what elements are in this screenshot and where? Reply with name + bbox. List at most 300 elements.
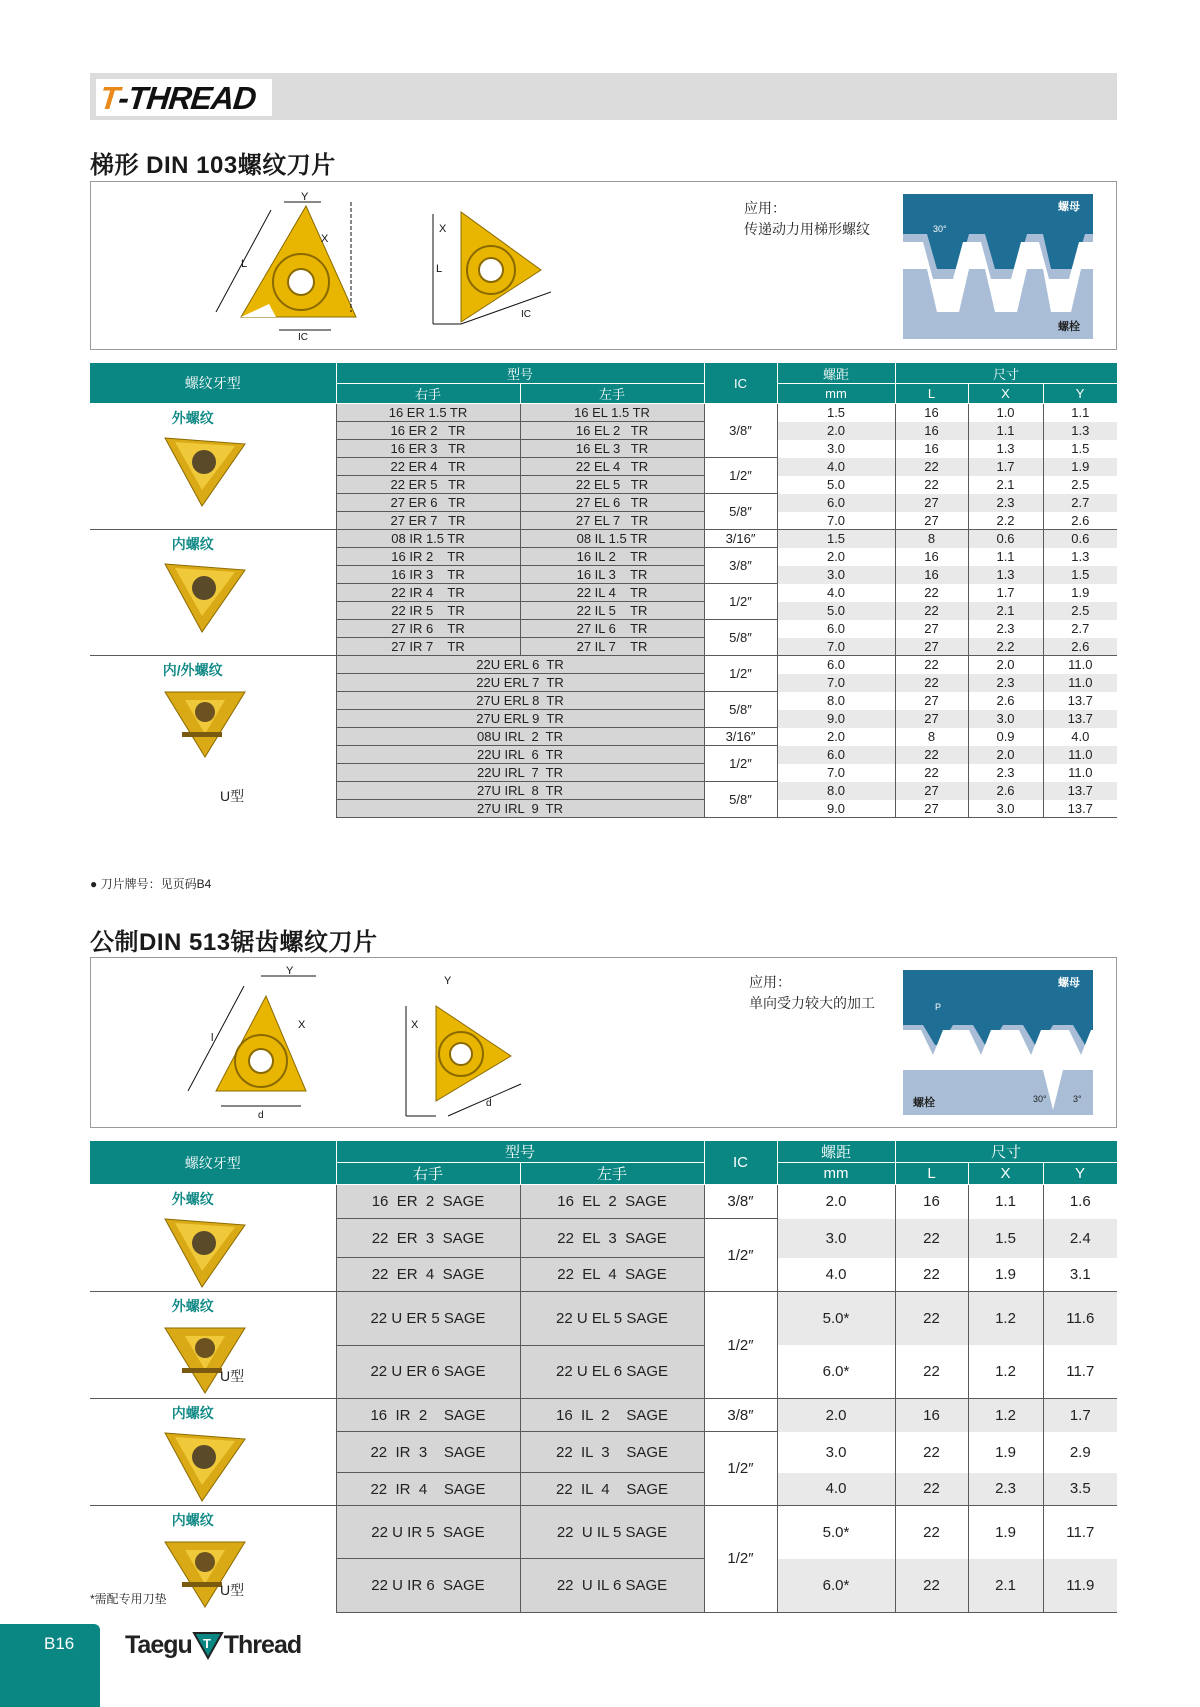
left-hand-model-cell: 22 U EL 6 SAGE: [520, 1345, 704, 1399]
y-cell: 1.6: [1043, 1185, 1117, 1219]
x-cell: 2.3: [968, 674, 1043, 692]
l-cell: 27: [895, 710, 968, 728]
x-cell: 2.6: [968, 692, 1043, 710]
l-cell: 16: [895, 440, 968, 458]
pitch-cell: 4.0: [777, 1258, 895, 1292]
ic-cell: 5/8″: [704, 494, 777, 530]
ic-cell: 3/8″: [704, 548, 777, 584]
section1-title: 梯形 DIN 103螺纹刀片: [90, 152, 336, 179]
right-hand-model-cell: 27 ER 6 TR: [336, 494, 520, 512]
x-cell: 1.1: [968, 422, 1043, 440]
svg-text:L: L: [241, 258, 248, 270]
l-cell: 22: [895, 1219, 968, 1258]
header-right-hand: 右手: [336, 1163, 520, 1185]
right-hand-model-cell: 27 IR 7 TR: [336, 638, 520, 656]
insert-photo-icon: [160, 1318, 250, 1398]
left-hand-model-cell: 22 U IL 5 SAGE: [520, 1506, 704, 1559]
x-cell: 1.1: [968, 1185, 1043, 1219]
left-hand-model-cell: 22 IL 3 SAGE: [520, 1432, 704, 1473]
svg-text:3°: 3°: [1073, 1094, 1082, 1104]
l-cell: 22: [895, 1292, 968, 1346]
x-cell: 1.9: [968, 1432, 1043, 1473]
y-cell: 4.0: [1043, 728, 1117, 746]
insert-photo-icon: [160, 430, 250, 510]
l-cell: 16: [895, 1399, 968, 1432]
right-hand-model-cell: 08 IR 1.5 TR: [336, 530, 520, 548]
l-cell: 22: [895, 1473, 968, 1506]
ic-cell: 1/2″: [704, 656, 777, 692]
ic-cell: 1/2″: [704, 1219, 777, 1292]
header-Y: Y: [1043, 384, 1117, 404]
model-cell: 27U ERL 9 TR: [336, 710, 704, 728]
pitch-cell: 6.0: [777, 656, 895, 674]
right-hand-model-cell: 22 U IR 6 SAGE: [336, 1559, 520, 1612]
header-ic: IC: [704, 363, 777, 404]
y-cell: 11.6: [1043, 1292, 1117, 1346]
pitch-cell: 8.0: [777, 782, 895, 800]
left-hand-model-cell: 16 EL 1.5 TR: [520, 404, 704, 422]
left-hand-model-cell: 16 EL 2 SAGE: [520, 1185, 704, 1219]
y-cell: 3.5: [1043, 1473, 1117, 1506]
svg-text:L: L: [436, 263, 443, 275]
x-cell: 1.2: [968, 1292, 1043, 1346]
right-hand-model-cell: 22 U ER 6 SAGE: [336, 1345, 520, 1399]
pitch-cell: 2.0: [777, 728, 895, 746]
l-cell: 27: [895, 692, 968, 710]
svg-text:Y: Y: [301, 192, 309, 203]
right-hand-model-cell: 22 IR 4 SAGE: [336, 1473, 520, 1506]
header-X: X: [968, 1163, 1043, 1185]
l-cell: 8: [895, 530, 968, 548]
table-row: [90, 1185, 1117, 1219]
thread-type-cell: [90, 1399, 336, 1506]
section2-title: 公制DIN 513锯齿螺纹刀片: [90, 929, 378, 956]
x-cell: 1.1: [968, 548, 1043, 566]
y-cell: 1.5: [1043, 566, 1117, 584]
y-cell: 13.7: [1043, 800, 1117, 818]
pitch-cell: 6.0: [777, 620, 895, 638]
header-right-hand: 右手: [336, 384, 520, 404]
l-cell: 16: [895, 566, 968, 584]
right-hand-model-cell: 22 ER 4 SAGE: [336, 1258, 520, 1292]
page-number: B16: [44, 1634, 75, 1653]
right-hand-model-cell: 16 IR 2 SAGE: [336, 1399, 520, 1432]
right-hand-model-cell: 22 IR 5 TR: [336, 602, 520, 620]
insert-photo-icon: [160, 1425, 250, 1505]
ic-cell: 1/2″: [704, 584, 777, 620]
y-cell: 11.0: [1043, 764, 1117, 782]
svg-text:X: X: [321, 233, 329, 245]
trapezoid-thread-profile: [903, 194, 1093, 339]
header-model: 型号: [336, 1141, 704, 1163]
x-cell: 1.9: [968, 1506, 1043, 1559]
right-hand-model-cell: 22 IR 4 TR: [336, 584, 520, 602]
pitch-cell: 6.0*: [777, 1345, 895, 1399]
y-cell: 2.6: [1043, 512, 1117, 530]
right-hand-model-cell: 27 IR 6 TR: [336, 620, 520, 638]
header-thread-type: 螺纹牙型: [90, 1141, 336, 1185]
right-hand-model-cell: 16 ER 2 SAGE: [336, 1185, 520, 1219]
thread-type-label: 内螺纹: [171, 536, 214, 552]
table-row: [90, 530, 1117, 548]
y-cell: 11.0: [1043, 674, 1117, 692]
saw-insert-dimension-diagram: [186, 966, 546, 1121]
header-pitch: 螺距: [777, 1141, 895, 1163]
l-cell: 16: [895, 422, 968, 440]
x-cell: 1.0: [968, 404, 1043, 422]
x-cell: 3.0: [968, 800, 1043, 818]
insert-photo-icon: [160, 1211, 250, 1291]
x-cell: 2.2: [968, 512, 1043, 530]
section1-note: ● 刀片牌号：见页码B4: [90, 877, 212, 891]
u-type-label: U型: [220, 787, 245, 804]
u-type-label: U型: [220, 1368, 245, 1384]
pitch-cell: 3.0: [777, 1432, 895, 1473]
x-cell: 2.6: [968, 782, 1043, 800]
x-cell: 2.3: [968, 1473, 1043, 1506]
left-hand-model-cell: 16 EL 3 TR: [520, 440, 704, 458]
svg-text:Y: Y: [444, 975, 452, 987]
x-cell: 2.2: [968, 638, 1043, 656]
l-cell: 22: [895, 656, 968, 674]
thread-type-label: 内螺纹: [171, 1512, 214, 1528]
ic-cell: 1/2″: [704, 1506, 777, 1613]
ic-cell: 5/8″: [704, 692, 777, 728]
ic-cell: 3/16″: [704, 530, 777, 548]
l-cell: 22: [895, 584, 968, 602]
pitch-cell: 1.5: [777, 530, 895, 548]
thread-type-cell: [90, 530, 336, 656]
thread-type-label: 内螺纹: [171, 1405, 214, 1421]
x-cell: 1.7: [968, 584, 1043, 602]
pitch-cell: 9.0: [777, 710, 895, 728]
left-hand-model-cell: 16 IL 2 TR: [520, 548, 704, 566]
svg-text:螺母: 螺母: [1058, 201, 1080, 213]
x-cell: 1.3: [968, 440, 1043, 458]
header-X: X: [968, 384, 1043, 404]
y-cell: 2.7: [1043, 620, 1117, 638]
pitch-cell: 5.0*: [777, 1292, 895, 1346]
y-cell: 0.6: [1043, 530, 1117, 548]
x-cell: 2.3: [968, 620, 1043, 638]
thread-type-label: 外螺纹: [171, 1191, 214, 1207]
right-hand-model-cell: 22 ER 3 SAGE: [336, 1219, 520, 1258]
l-cell: 27: [895, 782, 968, 800]
insert-dimension-diagram: [171, 192, 551, 342]
svg-text:l: l: [211, 1032, 214, 1044]
header-left-hand: 左手: [520, 384, 704, 404]
left-hand-model-cell: 22 U EL 5 SAGE: [520, 1292, 704, 1346]
y-cell: 13.7: [1043, 710, 1117, 728]
ic-cell: 5/8″: [704, 782, 777, 818]
pitch-cell: 3.0: [777, 566, 895, 584]
thread-type-label: 外螺纹: [171, 410, 214, 426]
x-cell: 1.2: [968, 1345, 1043, 1399]
svg-text:螺母: 螺母: [1058, 977, 1080, 989]
header-mm: mm: [777, 1163, 895, 1185]
svg-text:螺栓: 螺栓: [1058, 321, 1080, 333]
pitch-cell: 3.0: [777, 440, 895, 458]
l-cell: 16: [895, 548, 968, 566]
pitch-cell: 6.0*: [777, 1559, 895, 1612]
application-text: 传递动力用梯形螺纹: [744, 221, 870, 237]
pitch-cell: 3.0: [777, 1219, 895, 1258]
right-hand-model-cell: 16 IR 2 TR: [336, 548, 520, 566]
right-hand-model-cell: 22 ER 4 TR: [336, 458, 520, 476]
left-hand-model-cell: 22 U IL 6 SAGE: [520, 1559, 704, 1612]
taegu-thread-logo: Taegu T Thread: [125, 1630, 302, 1659]
left-hand-model-cell: 27 IL 6 TR: [520, 620, 704, 638]
insert-photo-icon: [160, 556, 250, 636]
l-cell: 16: [895, 404, 968, 422]
section2-diagram-box: [90, 957, 1117, 1128]
ic-cell: 1/2″: [704, 1292, 777, 1399]
u-type-label: U型: [220, 1582, 245, 1598]
application-text: 单向受力较大的加工: [749, 995, 875, 1011]
application-label: 应用：: [749, 974, 791, 990]
pitch-cell: 7.0: [777, 512, 895, 530]
header-left-hand: 左手: [520, 1163, 704, 1185]
model-cell: 22U IRL 6 TR: [336, 746, 704, 764]
pitch-cell: 1.5: [777, 404, 895, 422]
y-cell: 2.9: [1043, 1432, 1117, 1473]
y-cell: 11.7: [1043, 1506, 1117, 1559]
y-cell: 11.0: [1043, 656, 1117, 674]
pitch-cell: 2.0: [777, 422, 895, 440]
t-thread-logo: [96, 79, 272, 116]
thread-type-label: 内/外螺纹: [162, 662, 223, 678]
thread-type-cell: [90, 1292, 336, 1399]
pitch-cell: 8.0: [777, 692, 895, 710]
l-cell: 27: [895, 638, 968, 656]
ic-cell: 1/2″: [704, 746, 777, 782]
right-hand-model-cell: 16 ER 2 TR: [336, 422, 520, 440]
left-hand-model-cell: 22 EL 4 TR: [520, 458, 704, 476]
model-cell: 22U ERL 6 TR: [336, 656, 704, 674]
left-hand-model-cell: 22 EL 5 TR: [520, 476, 704, 494]
ic-cell: 3/8″: [704, 404, 777, 458]
table-row: [90, 1292, 1117, 1346]
right-hand-model-cell: 16 ER 3 TR: [336, 440, 520, 458]
y-cell: 1.3: [1043, 548, 1117, 566]
x-cell: 3.0: [968, 710, 1043, 728]
svg-text:IC: IC: [298, 332, 308, 342]
l-cell: 27: [895, 620, 968, 638]
pitch-cell: 9.0: [777, 800, 895, 818]
header-size: 尺寸: [895, 363, 1117, 384]
y-cell: 1.1: [1043, 404, 1117, 422]
y-cell: 1.7: [1043, 1399, 1117, 1432]
right-hand-model-cell: 27 ER 7 TR: [336, 512, 520, 530]
y-cell: 2.5: [1043, 602, 1117, 620]
header-L: L: [895, 384, 968, 404]
svg-text:Y: Y: [286, 966, 294, 977]
left-hand-model-cell: 22 IL 5 TR: [520, 602, 704, 620]
right-hand-model-cell: 16 IR 3 TR: [336, 566, 520, 584]
y-cell: 11.7: [1043, 1345, 1117, 1399]
model-cell: 22U ERL 7 TR: [336, 674, 704, 692]
header-ic: IC: [704, 1141, 777, 1185]
svg-text:d: d: [486, 1098, 492, 1109]
x-cell: 2.3: [968, 494, 1043, 512]
pitch-cell: 7.0: [777, 764, 895, 782]
pitch-cell: 6.0: [777, 746, 895, 764]
y-cell: 1.9: [1043, 584, 1117, 602]
left-hand-model-cell: 27 EL 7 TR: [520, 512, 704, 530]
l-cell: 8: [895, 728, 968, 746]
svg-text:螺栓: 螺栓: [913, 1097, 935, 1109]
pitch-cell: 6.0: [777, 494, 895, 512]
header-Y: Y: [1043, 1163, 1117, 1185]
x-cell: 1.5: [968, 1219, 1043, 1258]
ic-cell: 5/8″: [704, 620, 777, 656]
model-cell: 08U IRL 2 TR: [336, 728, 704, 746]
left-hand-model-cell: 22 EL 3 SAGE: [520, 1219, 704, 1258]
x-cell: 0.9: [968, 728, 1043, 746]
thread-type-cell: [90, 404, 336, 530]
ic-cell: 1/2″: [704, 1432, 777, 1506]
y-cell: 2.4: [1043, 1219, 1117, 1258]
l-cell: 22: [895, 1432, 968, 1473]
pitch-cell: 4.0: [777, 584, 895, 602]
left-hand-model-cell: 27 EL 6 TR: [520, 494, 704, 512]
svg-text:30°: 30°: [933, 224, 947, 234]
y-cell: 1.5: [1043, 440, 1117, 458]
pitch-cell: 4.0: [777, 458, 895, 476]
y-cell: 2.5: [1043, 476, 1117, 494]
y-cell: 13.7: [1043, 782, 1117, 800]
y-cell: 11.0: [1043, 746, 1117, 764]
thread-type-cell: [90, 1185, 336, 1292]
header-L: L: [895, 1163, 968, 1185]
l-cell: 22: [895, 1345, 968, 1399]
y-cell: 2.7: [1043, 494, 1117, 512]
l-cell: 22: [895, 1506, 968, 1559]
model-cell: 22U IRL 7 TR: [336, 764, 704, 782]
header-model: 型号: [336, 363, 704, 384]
left-hand-model-cell: 22 IL 4 SAGE: [520, 1473, 704, 1506]
table-row: [90, 656, 1117, 674]
l-cell: 27: [895, 494, 968, 512]
svg-text:X: X: [439, 223, 447, 235]
table-row: [90, 1506, 1117, 1559]
din103-spec-table: [90, 362, 1118, 818]
x-cell: 2.1: [968, 602, 1043, 620]
x-cell: 2.1: [968, 476, 1043, 494]
x-cell: 1.9: [968, 1258, 1043, 1292]
pitch-cell: 2.0: [777, 1399, 895, 1432]
pitch-cell: 2.0: [777, 1185, 895, 1219]
header-size: 尺寸: [895, 1141, 1117, 1163]
l-cell: 22: [895, 674, 968, 692]
svg-text:T: T: [202, 1636, 210, 1651]
insert-photo-icon: [160, 682, 250, 762]
x-cell: 2.1: [968, 1559, 1043, 1612]
left-hand-model-cell: 16 EL 2 TR: [520, 422, 704, 440]
right-hand-model-cell: 22 U IR 5 SAGE: [336, 1506, 520, 1559]
y-cell: 13.7: [1043, 692, 1117, 710]
y-cell: 1.3: [1043, 422, 1117, 440]
l-cell: 16: [895, 1185, 968, 1219]
right-hand-model-cell: 22 IR 3 SAGE: [336, 1432, 520, 1473]
header-thread-type: 螺纹牙型: [90, 363, 336, 404]
left-hand-model-cell: 22 IL 4 TR: [520, 584, 704, 602]
x-cell: 0.6: [968, 530, 1043, 548]
svg-text:d: d: [258, 1110, 264, 1121]
saw-thread-profile: [903, 970, 1093, 1115]
pitch-cell: 5.0: [777, 602, 895, 620]
page-number-tab: [0, 1624, 100, 1707]
header-pitch: 螺距: [777, 363, 895, 384]
svg-text:T-THREAD: T-THREAD: [98, 80, 258, 116]
svg-text:X: X: [298, 1019, 306, 1031]
svg-text:IC: IC: [521, 309, 531, 320]
l-cell: 22: [895, 746, 968, 764]
left-hand-model-cell: 22 EL 4 SAGE: [520, 1258, 704, 1292]
thread-type-cell: [90, 656, 336, 818]
section1-diagram-box: [90, 181, 1117, 350]
pitch-cell: 2.0: [777, 548, 895, 566]
model-cell: 27U IRL 8 TR: [336, 782, 704, 800]
ic-cell: 3/8″: [704, 1185, 777, 1219]
x-cell: 2.3: [968, 764, 1043, 782]
pitch-cell: 5.0: [777, 476, 895, 494]
right-hand-model-cell: 16 ER 1.5 TR: [336, 404, 520, 422]
model-cell: 27U IRL 9 TR: [336, 800, 704, 818]
pitch-cell: 7.0: [777, 638, 895, 656]
l-cell: 22: [895, 602, 968, 620]
ic-cell: 1/2″: [704, 458, 777, 494]
ic-cell: 3/8″: [704, 1399, 777, 1432]
l-cell: 22: [895, 764, 968, 782]
y-cell: 11.9: [1043, 1559, 1117, 1612]
x-cell: 1.3: [968, 566, 1043, 584]
y-cell: 2.6: [1043, 638, 1117, 656]
svg-text:30°: 30°: [1033, 1094, 1047, 1104]
ic-cell: 3/16″: [704, 728, 777, 746]
l-cell: 27: [895, 800, 968, 818]
x-cell: 2.0: [968, 656, 1043, 674]
l-cell: 27: [895, 512, 968, 530]
x-cell: 1.7: [968, 458, 1043, 476]
right-hand-model-cell: 22 U ER 5 SAGE: [336, 1292, 520, 1346]
left-hand-model-cell: 16 IL 2 SAGE: [520, 1399, 704, 1432]
y-cell: 1.9: [1043, 458, 1117, 476]
l-cell: 22: [895, 1559, 968, 1612]
l-cell: 22: [895, 1258, 968, 1292]
pitch-cell: 5.0*: [777, 1506, 895, 1559]
insert-photo-icon: [160, 1532, 250, 1612]
brand-emblem-icon: [192, 1630, 224, 1660]
table-row: [90, 404, 1117, 422]
svg-text:X: X: [411, 1019, 419, 1031]
x-cell: 2.0: [968, 746, 1043, 764]
l-cell: 22: [895, 476, 968, 494]
left-hand-model-cell: 27 IL 7 TR: [520, 638, 704, 656]
right-hand-model-cell: 22 ER 5 TR: [336, 476, 520, 494]
pitch-cell: 4.0: [777, 1473, 895, 1506]
l-cell: 22: [895, 458, 968, 476]
y-cell: 3.1: [1043, 1258, 1117, 1292]
left-hand-model-cell: 16 IL 3 TR: [520, 566, 704, 584]
application-label: 应用：: [744, 200, 786, 216]
model-cell: 27U ERL 8 TR: [336, 692, 704, 710]
section2-note: *需配专用刀垫: [90, 1592, 167, 1606]
table-row: [90, 1399, 1117, 1432]
din513-spec-table: [90, 1140, 1118, 1613]
x-cell: 1.2: [968, 1399, 1043, 1432]
svg-text:P: P: [935, 1002, 942, 1012]
